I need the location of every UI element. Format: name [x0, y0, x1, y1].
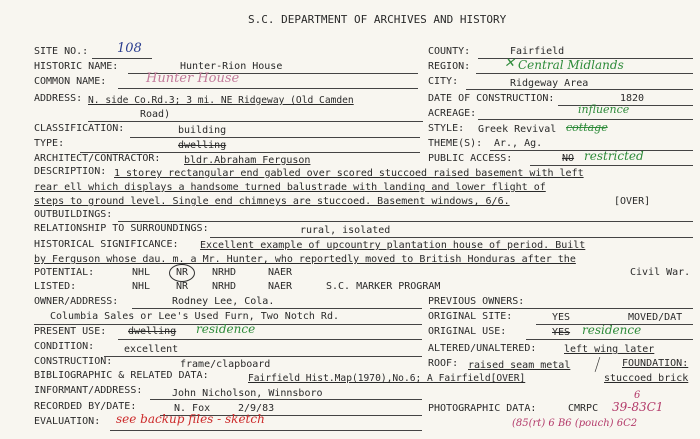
- style-value: Greek Revival: [478, 124, 557, 135]
- original-site-value: YES: [552, 312, 571, 323]
- listed-naer: NAER: [268, 281, 293, 292]
- significance-line2: by Ferguson whose dau. m. a Mr. Hunter, who reportedly moved to British Honduras after the: [34, 254, 576, 265]
- original-use-value: residence: [582, 323, 642, 337]
- address-line1: N. side Co.Rd.3; 3 mi. NE Ridgeway (Old Camden: [88, 95, 354, 106]
- altered-label: ALTERED/UNALTERED:: [428, 343, 537, 354]
- bibliography-label: BIBLIOGRAPHIC & RELATED DATA:: [34, 370, 209, 381]
- bibliography-value: Fairfield Hist.Map(1970),No.6; A Fairfield[OVER]: [248, 373, 526, 384]
- listed-nrhd: NRHD: [212, 281, 237, 292]
- county-label: COUNTY:: [428, 46, 471, 57]
- potential-nr-circle: [169, 264, 195, 282]
- description-label: DESCRIPTION:: [34, 166, 107, 177]
- region-label: REGION:: [428, 61, 471, 72]
- photographic-line2: (85(rt) 6 B6 (pouch) 6C2: [512, 418, 638, 429]
- marker-program: S.C. MARKER PROGRAM: [326, 281, 441, 292]
- construction-label: CONSTRUCTION:: [34, 356, 113, 367]
- recorded-by: N. Fox: [174, 403, 211, 414]
- significance-line3: Civil War.: [630, 267, 691, 278]
- potential-nhl: NHL: [132, 267, 151, 278]
- common-name-label: COMMON NAME:: [34, 76, 107, 87]
- description-over: [OVER]: [614, 196, 651, 207]
- acreage-label: ACREAGE:: [428, 108, 477, 119]
- previous-owners-label: PREVIOUS OWNERS:: [428, 296, 525, 307]
- owner-line2: Columbia Sales or Lee's Used Furn, Two Notch Rd.: [50, 311, 339, 322]
- public-access-value: restricted: [584, 149, 644, 163]
- public-access-label: PUBLIC ACCESS:: [428, 153, 513, 164]
- recorded-label: RECORDED BY/DATE:: [34, 401, 137, 412]
- significance-line1: Excellent example of upcountry plantation house of period. Built: [200, 240, 586, 251]
- acreage-value: influence: [578, 103, 630, 116]
- city-label: CITY:: [428, 76, 459, 87]
- historic-name-label: HISTORIC NAME:: [34, 61, 119, 72]
- region-mark: ✕: [504, 56, 515, 71]
- city-value: Ridgeway Area: [510, 78, 589, 89]
- foundation-value: stuccoed brick: [604, 373, 689, 384]
- county-value: Fairfield: [510, 46, 565, 57]
- owner-label: OWNER/ADDRESS:: [34, 296, 119, 307]
- public-access-struck: NO: [562, 153, 575, 164]
- potential-nr: NR: [176, 267, 189, 278]
- present-use-label: PRESENT USE:: [34, 326, 107, 337]
- relationship-label: RELATIONSHIP TO SURROUNDINGS:: [34, 223, 209, 234]
- original-use-label: ORIGINAL USE:: [428, 326, 507, 337]
- type-value: dwelling: [178, 140, 227, 151]
- photographic-data-value: CMRPC: [568, 403, 599, 414]
- description-line2: rear ell which displays a handsome turned balustrade with landing and lower flight of: [34, 182, 546, 193]
- roof-label: ROOF:: [428, 358, 459, 369]
- foundation-label: FOUNDATION:: [622, 358, 689, 369]
- potential-naer: NAER: [268, 267, 293, 278]
- listed-label: LISTED:: [34, 281, 77, 292]
- owner-line1: Rodney Lee, Cola.: [172, 296, 275, 307]
- address-line2: Road): [140, 109, 171, 120]
- potential-label: POTENTIAL:: [34, 267, 95, 278]
- original-site-label: ORIGINAL SITE:: [428, 311, 513, 322]
- significance-label: HISTORICAL SIGNIFICANCE:: [34, 239, 179, 250]
- classification-value: building: [178, 125, 227, 136]
- site-no-line: [92, 58, 152, 59]
- potential-nrhd: NRHD: [212, 267, 237, 278]
- altered-value: left wing later: [564, 344, 655, 355]
- informant-value: John Nicholson, Winnsboro: [172, 388, 323, 399]
- region-value: Central Midlands: [518, 58, 624, 72]
- address-label: ADDRESS:: [34, 93, 83, 104]
- evaluation-label: EVALUATION:: [34, 416, 101, 427]
- informant-label: INFORMANT/ADDRESS:: [34, 385, 143, 396]
- construction-value: frame/clapboard: [180, 359, 271, 370]
- description-line3: steps to ground level. Single end chimneys are stuccoed. Basement windows, 6/6.: [34, 196, 510, 207]
- condition-value: excellent: [124, 344, 179, 355]
- present-use-value: residence: [196, 322, 256, 336]
- listed-nhl: NHL: [132, 281, 151, 292]
- outbuildings-label: OUTBUILDINGS:: [34, 209, 113, 220]
- original-use-struck: YES: [552, 327, 571, 338]
- roof-value: raised seam metal: [468, 360, 571, 371]
- evaluation-value: see backup files - sketch: [116, 412, 265, 426]
- type-label: TYPE:: [34, 138, 65, 149]
- historic-name-value: Hunter-Rion House: [180, 61, 283, 72]
- themes-value: Ar., Ag.: [494, 138, 543, 149]
- architect-label: ARCHITECT/CONTRACTOR:: [34, 153, 161, 164]
- common-name-value: Hunter House: [146, 71, 240, 86]
- date-of-construction-label: DATE OF CONSTRUCTION:: [428, 93, 555, 104]
- photographic-hand: 39-83C1: [612, 400, 664, 414]
- recorded-date: 2/9/83: [238, 403, 275, 414]
- themes-label: THEME(S):: [428, 138, 483, 149]
- photographic-data-label: PHOTOGRAPHIC DATA:: [428, 403, 537, 414]
- description-line1: 1 storey rectangular end gabled over scored stuccoed raised basement with left: [114, 168, 584, 179]
- listed-nr: NR: [176, 281, 189, 292]
- photographic-superscript: 6: [634, 390, 641, 401]
- style-struck: cottage: [566, 121, 608, 134]
- foundation-arrow: ⟋: [588, 356, 606, 376]
- condition-label: CONDITION:: [34, 341, 95, 352]
- site-no-label: SITE NO.:: [34, 46, 89, 57]
- classification-label: CLASSIFICATION:: [34, 123, 125, 134]
- date-of-construction-value: 1820: [620, 93, 645, 104]
- site-no-value: 108: [117, 41, 142, 56]
- card-title: S.C. DEPARTMENT OF ARCHIVES AND HISTORY: [248, 13, 507, 26]
- architect-value: bldr.Abraham Ferguson: [184, 155, 311, 166]
- relationship-value: rural, isolated: [300, 225, 391, 236]
- original-site-moved: MOVED/DAT: [628, 312, 683, 323]
- present-use-struck: dwelling: [128, 326, 177, 337]
- style-label: STYLE:: [428, 123, 465, 134]
